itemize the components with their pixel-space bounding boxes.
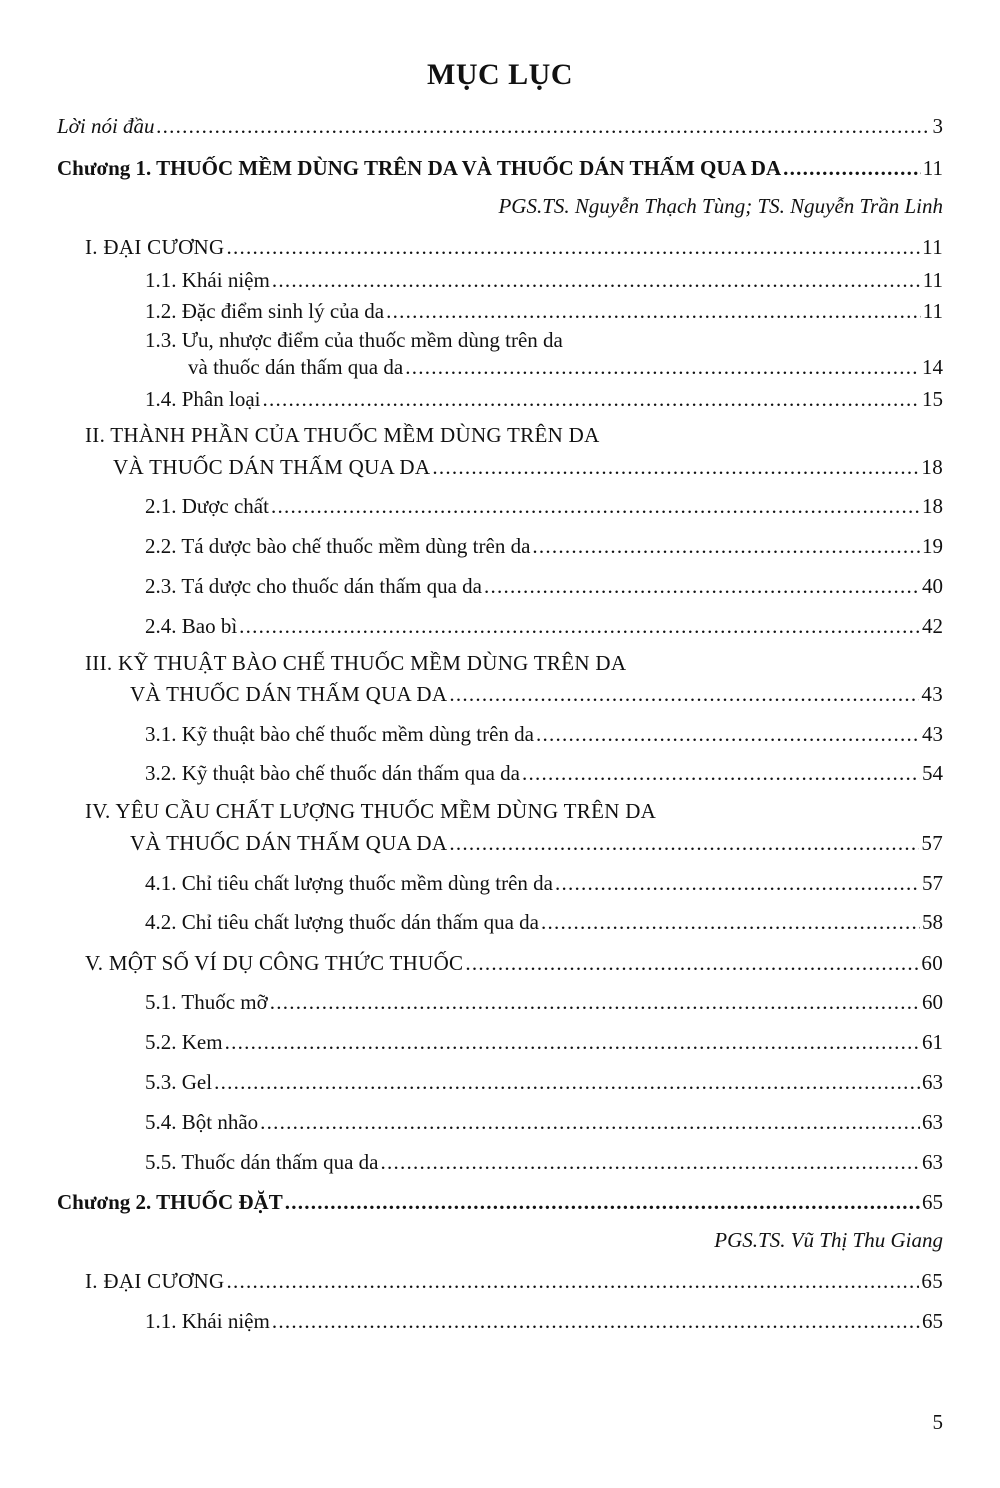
toc-label: I. ĐẠI CƯƠNG — [85, 1269, 225, 1293]
toc-entry-1-4[interactable] — [145, 385, 943, 413]
toc-entry-2-2[interactable] — [145, 532, 943, 560]
toc-label: 1.1. Khái niệm — [145, 1309, 270, 1333]
toc-entry-c2-section-1[interactable] — [85, 1267, 943, 1295]
toc-entry-3-1[interactable] — [145, 720, 943, 748]
dot-leader — [239, 612, 920, 640]
toc-label: Lời nói đầu — [57, 114, 155, 138]
dot-leader — [270, 988, 920, 1016]
toc-page: 40 — [922, 574, 943, 598]
toc-entry-1-3[interactable] — [188, 353, 943, 381]
toc-entry-section-3[interactable] — [130, 680, 943, 708]
dot-leader — [432, 453, 919, 481]
toc-label-line-1: II. THÀNH PHẦN CỦA THUỐC MỀM DÙNG TRÊN DA — [85, 423, 600, 447]
toc-entry-section-4[interactable] — [130, 829, 943, 857]
toc-label: 2.3. Tá dược cho thuốc dán thấm qua da — [145, 574, 483, 598]
toc-page: 63 — [922, 1110, 943, 1134]
toc-label-line-1: III. KỸ THUẬT BÀO CHẾ THUỐC MỀM DÙNG TRÊN DA — [85, 651, 627, 675]
toc-label: và thuốc dán thấm qua da — [188, 355, 404, 379]
toc-label: V. MỘT SỐ VÍ DỤ CÔNG THỨC THUỐC — [85, 951, 464, 975]
toc-label: 1.2. Đặc điểm sinh lý của da — [145, 299, 385, 323]
toc-label: 3.1. Kỹ thuật bào chế thuốc mềm dùng trên da — [145, 722, 534, 746]
toc-page: 15 — [922, 387, 943, 411]
dot-leader — [285, 1188, 920, 1216]
dot-leader — [555, 869, 920, 897]
toc-label: VÀ THUỐC DÁN THẤM QUA DA — [113, 455, 431, 479]
dot-leader — [260, 1108, 920, 1136]
dot-leader — [783, 154, 921, 182]
toc-page: 11 — [922, 299, 943, 323]
toc-label: 4.2. Chỉ tiêu chất lượng thuốc dán thấm qua da — [145, 910, 539, 934]
toc-entry-2-3[interactable] — [145, 572, 943, 600]
dot-leader — [225, 1028, 920, 1056]
toc-label: I. ĐẠI CƯƠNG — [85, 235, 225, 259]
toc-page: 63 — [922, 1070, 943, 1094]
toc-label: 5.3. Gel — [145, 1070, 213, 1094]
toc-entry-1-2[interactable] — [145, 297, 943, 325]
toc-page: 58 — [922, 910, 943, 934]
dot-leader — [536, 720, 920, 748]
dot-leader — [271, 492, 920, 520]
dot-leader — [465, 949, 919, 977]
dot-leader — [157, 112, 931, 140]
toc-label: 5.2. Kem — [145, 1030, 223, 1054]
toc-page: 19 — [922, 534, 943, 558]
toc-entry-2-4[interactable] — [145, 612, 943, 640]
chapter-1-authors: PGS.TS. Nguyễn Thạch Tùng; TS. Nguyễn Trần Linh — [498, 194, 943, 218]
toc-page: 60 — [922, 990, 943, 1014]
toc-entry-5-3[interactable] — [145, 1068, 943, 1096]
toc-page: 63 — [922, 1150, 943, 1174]
toc-page: 57 — [922, 871, 943, 895]
toc-label: Chương 1. THUỐC MỀM DÙNG TRÊN DA VÀ THUỐC DÁN THẤM QUA DA — [57, 156, 782, 180]
dot-leader — [405, 353, 920, 381]
toc-label: 1.4. Phân loại — [145, 387, 261, 411]
toc-page: 42 — [922, 614, 943, 638]
toc-page: 3 — [932, 114, 943, 138]
toc-page: 18 — [921, 455, 943, 479]
toc-page: 18 — [922, 494, 943, 518]
toc-entry-section-2[interactable] — [113, 453, 943, 481]
dot-leader — [522, 759, 920, 787]
toc-page: 61 — [922, 1030, 943, 1054]
toc-entry-section-1[interactable] — [85, 233, 943, 261]
toc-page: 65 — [922, 1190, 943, 1214]
dot-leader — [272, 1307, 920, 1335]
toc-entry-chapter-1[interactable] — [57, 154, 943, 182]
toc-label: 4.1. Chỉ tiêu chất lượng thuốc mềm dùng trên da — [145, 871, 553, 895]
dot-leader — [272, 266, 921, 294]
toc-page: 11 — [922, 268, 943, 292]
toc-page: 60 — [921, 951, 943, 975]
toc-page: 57 — [921, 831, 943, 855]
toc-label: 3.2. Kỹ thuật bào chế thuốc dán thấm qua da — [145, 761, 520, 785]
toc-page: 43 — [921, 682, 943, 706]
dot-leader — [541, 908, 920, 936]
toc-entry-preface[interactable] — [57, 112, 943, 140]
toc-label: Chương 2. THUỐC ĐẶT — [57, 1190, 283, 1214]
toc-page: 54 — [922, 761, 943, 785]
dot-leader — [386, 297, 921, 325]
toc-entry-5-1[interactable] — [145, 988, 943, 1016]
dot-leader — [226, 233, 920, 261]
toc-page: 65 — [921, 1269, 943, 1293]
toc-label-line-1: IV. YÊU CẦU CHẤT LƯỢNG THUỐC MỀM DÙNG TRÊN DA — [85, 799, 657, 823]
dot-leader — [532, 532, 920, 560]
toc-label: 5.4. Bột nhão — [145, 1110, 259, 1134]
toc-label: 2.2. Tá dược bào chế thuốc mềm dùng trên da — [145, 534, 531, 558]
toc-label-line-1: 1.3. Ưu, nhược điểm của thuốc mềm dùng trên da — [145, 328, 563, 352]
toc-page: 65 — [922, 1309, 943, 1333]
toc-entry-4-2[interactable] — [145, 908, 943, 936]
toc-entry-section-5[interactable] — [85, 949, 943, 977]
toc-page: 43 — [922, 722, 943, 746]
chapter-2-authors: PGS.TS. Vũ Thị Thu Giang — [714, 1228, 943, 1252]
dot-leader — [449, 680, 919, 708]
toc-label: 5.1. Thuốc mỡ — [145, 990, 268, 1014]
toc-label: 2.1. Dược chất — [145, 494, 269, 518]
toc-entry-2-1[interactable] — [145, 492, 943, 520]
toc-entry-1-1[interactable] — [145, 266, 943, 294]
toc-entry-5-5[interactable] — [145, 1148, 943, 1176]
dot-leader — [449, 829, 919, 857]
toc-page: 11 — [922, 235, 943, 259]
toc-entry-5-4[interactable] — [145, 1108, 943, 1136]
dot-leader — [380, 1148, 920, 1176]
toc-page: 11 — [922, 156, 943, 180]
dot-leader — [484, 572, 920, 600]
toc-entry-4-1[interactable] — [145, 869, 943, 897]
dot-leader — [263, 385, 921, 413]
toc-label: 5.5. Thuốc dán thấm qua da — [145, 1150, 379, 1174]
page-number: 5 — [932, 1410, 943, 1434]
page-title: MỤC LỤC — [427, 58, 573, 91]
toc-entry-chapter-2[interactable] — [57, 1188, 943, 1216]
toc-entry-5-2[interactable] — [145, 1028, 943, 1056]
toc-label: VÀ THUỐC DÁN THẤM QUA DA — [130, 682, 448, 706]
toc-label: 1.1. Khái niệm — [145, 268, 270, 292]
toc-label: 2.4. Bao bì — [145, 614, 238, 638]
dot-leader — [226, 1267, 919, 1295]
toc-entry-c2-1-1[interactable] — [145, 1307, 943, 1335]
dot-leader — [214, 1068, 920, 1096]
toc-label: VÀ THUỐC DÁN THẤM QUA DA — [130, 831, 448, 855]
toc-page: 14 — [922, 355, 943, 379]
toc-entry-3-2[interactable] — [145, 759, 943, 787]
